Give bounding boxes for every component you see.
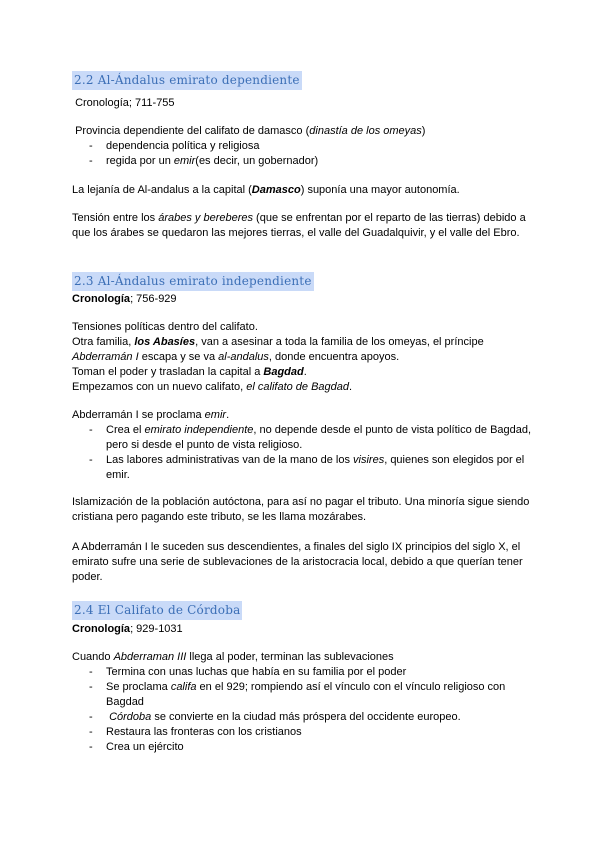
text-italic: el califato de Bagdad	[246, 381, 350, 393]
text-italic: emir	[173, 155, 196, 167]
list-item	[72, 680, 532, 710]
bullet-list	[72, 423, 532, 483]
text-italic: árabes y bereberes	[158, 212, 253, 224]
text-bold-italic: Damasco	[251, 184, 301, 196]
text: Provincia dependiente del califato de damasco (	[75, 125, 310, 137]
text: en el 929; rompiendo así el vínculo con el vínculo religioso con Bagdad	[106, 681, 506, 708]
text: , no depende desde el punto de vista político de Bagdad, pero si desde el punto de vista religioso.	[106, 424, 532, 451]
text-italic: emirato independiente	[144, 424, 254, 436]
paragraph	[72, 540, 532, 585]
bullet-list	[72, 139, 532, 169]
section-heading: 2.2 Al-Ándalus emirato dependiente	[72, 71, 302, 90]
text: Las labores administrativas van de la mano de los	[106, 454, 354, 466]
text-italic: califa	[170, 681, 197, 693]
section-2-2-heading-row	[72, 71, 532, 90]
text: Islamización de la población autóctona, para así no pagar el tributo. Una minoría sigue siendo cristiana pero pagando este tributo, se les llama mozárabes.	[72, 496, 530, 523]
list-item	[72, 139, 532, 154]
chronology-line	[72, 622, 532, 637]
text: ) suponía una mayor autonomía.	[300, 184, 460, 196]
text-bold-italic: Bagdad	[263, 366, 304, 378]
text-italic: al-andalus	[218, 351, 269, 363]
chronology-value: ; 756-929	[130, 293, 177, 305]
text: escapa y se va	[138, 351, 219, 363]
text-bold-italic: los Abasíes	[134, 336, 196, 348]
text: dependencia política y religiosa	[106, 140, 260, 152]
chronology-value: ; 929-1031	[130, 623, 183, 635]
text: Tensión entre los	[72, 212, 159, 224]
paragraph	[72, 495, 532, 525]
paragraph	[72, 320, 532, 395]
text-italic: Córdoba	[109, 711, 152, 723]
section-heading: 2.4 El Califato de Córdoba	[72, 601, 242, 620]
chronology-line	[72, 96, 532, 111]
list-item	[72, 740, 532, 755]
text: Se proclama	[106, 681, 171, 693]
text: regida por un	[106, 155, 174, 167]
text-italic: Abderraman III	[113, 651, 187, 663]
chronology-text: Cronología; 711-755	[75, 97, 175, 109]
paragraph	[72, 124, 532, 169]
paragraph	[72, 650, 532, 755]
text-italic: emir	[204, 409, 227, 421]
text: Restaura las fronteras con los cristianos	[106, 726, 302, 738]
list-item	[72, 453, 532, 483]
text: Termina con unas luchas que había en su familia por el poder	[106, 666, 407, 678]
text-italic: dinastía de los omeyas	[309, 125, 422, 137]
paragraph	[72, 211, 532, 241]
text: se convierte en la ciudad más próspera del occidente europeo.	[151, 711, 461, 723]
list-item	[72, 710, 532, 725]
paragraph	[72, 183, 532, 198]
list-item	[72, 725, 532, 740]
text: Tensiones políticas dentro del califato.	[72, 321, 258, 333]
text: .	[303, 366, 307, 378]
text: )	[421, 125, 426, 137]
text: (es decir, un gobernador)	[195, 155, 319, 167]
text-italic: Abderramán I	[72, 351, 139, 363]
section-2-4-heading-row	[72, 601, 532, 620]
chronology-label: Cronología	[72, 293, 131, 305]
text: Cuando	[72, 651, 114, 663]
text: , donde encuentra apoyos.	[268, 351, 400, 363]
text: , van a asesinar a toda la familia de los omeyas, el príncipe	[195, 336, 484, 348]
text-italic: visires	[353, 454, 385, 466]
list-item	[72, 665, 532, 680]
text: .	[226, 409, 230, 421]
chronology-label: Cronología	[72, 623, 131, 635]
text: .	[349, 381, 353, 393]
text: , quienes son elegidos por el emir.	[106, 454, 525, 481]
text: llega al poder, terminan las sublevaciones	[186, 651, 394, 663]
text: Empezamos con un nuevo califato,	[72, 381, 247, 393]
list-item	[72, 423, 532, 453]
section-heading: 2.3 Al-Ándalus emirato independiente	[72, 272, 314, 291]
text: La lejanía de Al-andalus a la capital (	[72, 184, 252, 196]
text: Toman el poder y trasladan la capital a	[72, 366, 264, 378]
text: (que se enfrentan por el reparto de las tierras) debido a que los árabes se quedaron las mejores tierras, el valle del Guadalquivir, y el valle del Ebro.	[72, 212, 526, 239]
section-2-3-heading-row	[72, 272, 532, 291]
chronology-line	[72, 292, 532, 307]
bullet-list	[72, 665, 532, 755]
text: Crea un ejército	[106, 741, 184, 753]
text: A Abderramán I le suceden sus descendientes, a finales del siglo IX principios del siglo X, el emirato sufre una serie de sublevaciones de la aristocracia local, debido a que querían tener poder.	[72, 541, 523, 583]
text: Abderramán I se proclama	[72, 409, 205, 421]
paragraph	[72, 408, 532, 483]
text: Otra familia,	[72, 336, 135, 348]
text: Crea el	[106, 424, 145, 436]
list-item	[72, 154, 532, 169]
